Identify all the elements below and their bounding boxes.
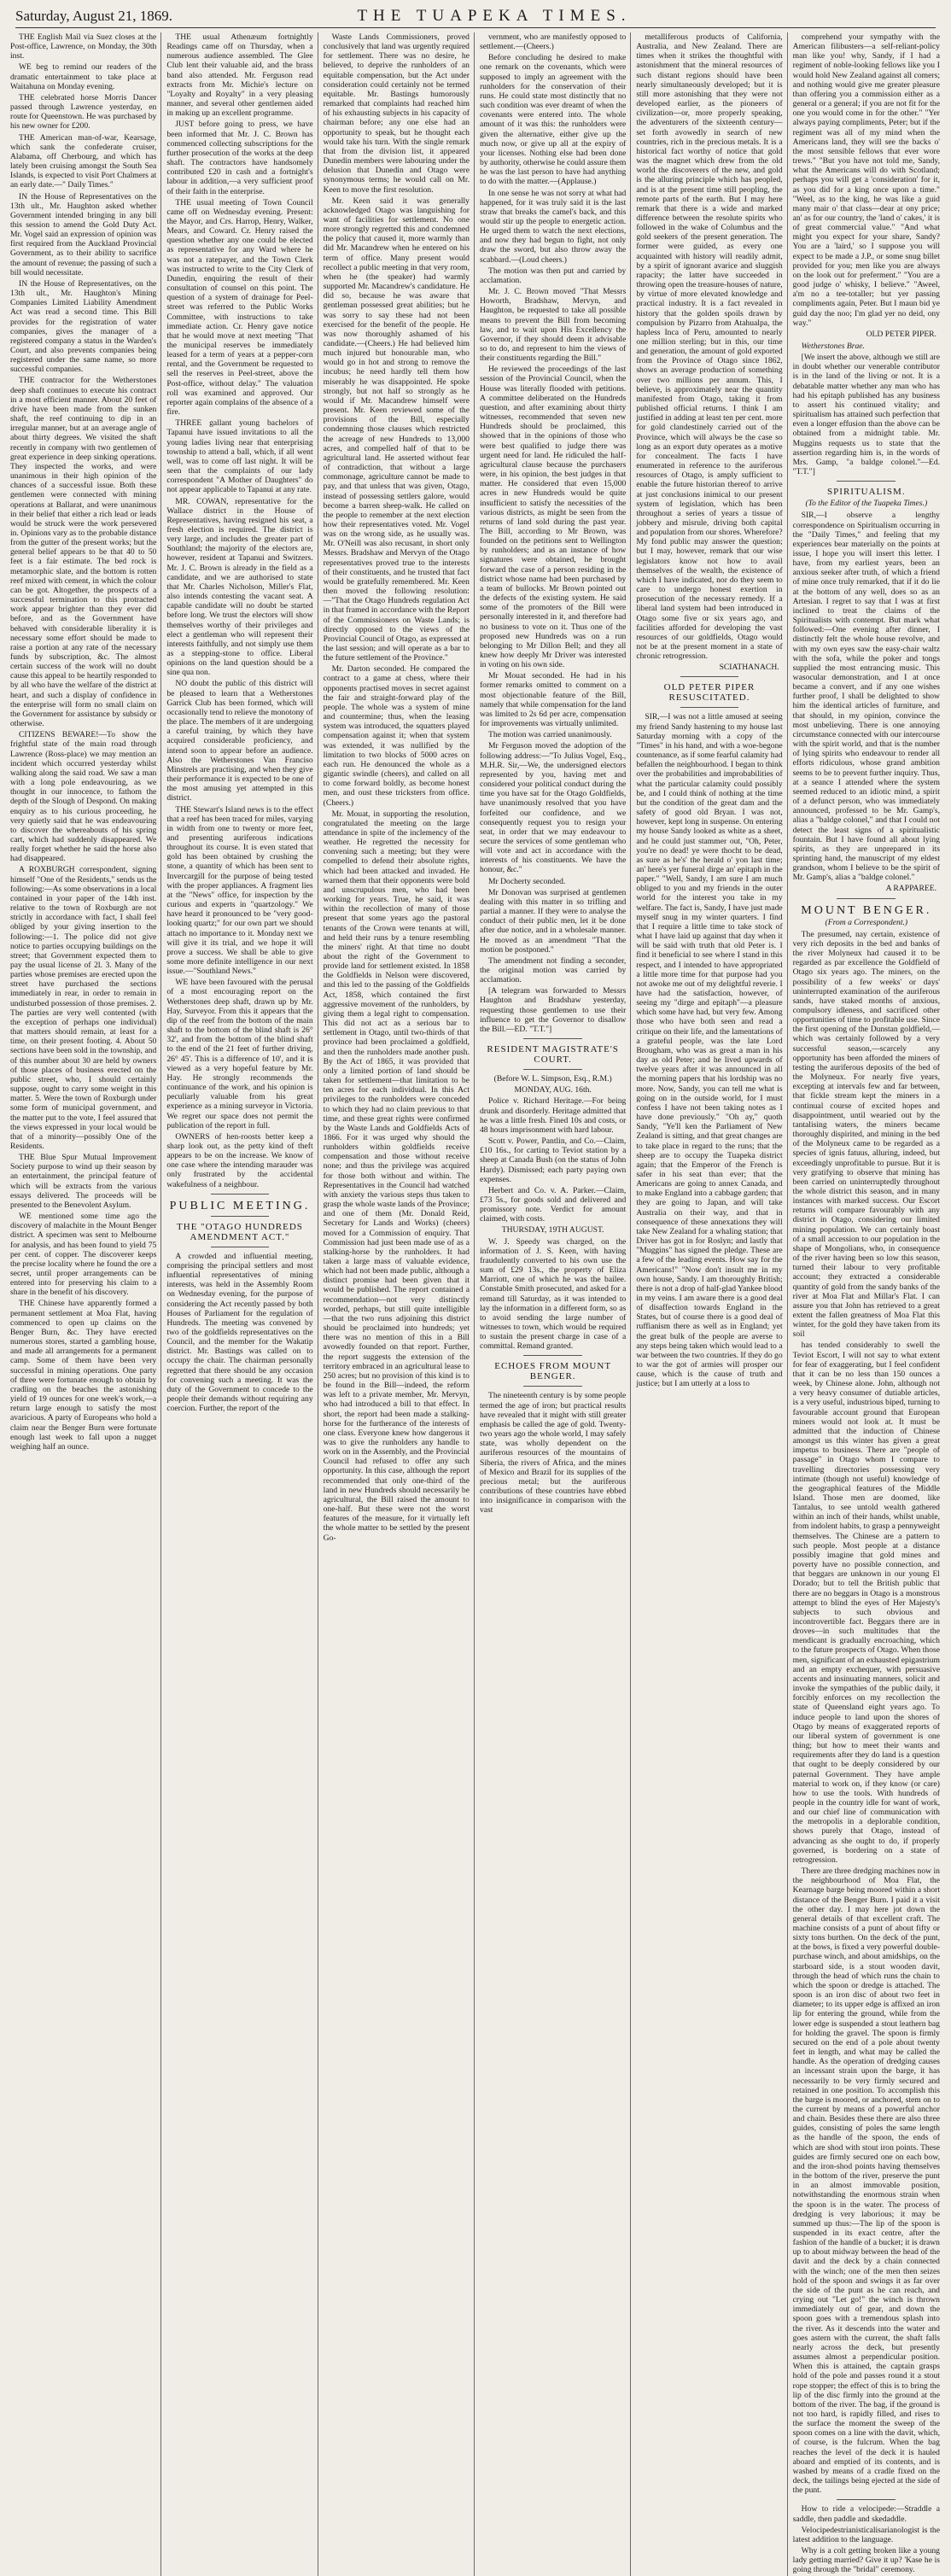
spiritualism-signature: A RAPPAREE. [885,884,936,894]
public-meeting-subheading: THE "OTAGO HUNDREDS AMENDMENT ACT." [177,1221,303,1242]
paragraph: has tended considerably to swell the Teviot Escort, I will not say to what extent for fear of exaggerating, but I feel confident that it can be no less than 150 ounces a week, by Chinese alone. John, although not a very heavy consumer of dutiable articles, is a very useful, industrious biped, turning to favourable account ground that European miners would not look at. It must be admitted that the induction of Chinese amongst us this winter has given a great impetus to business. There are "people of passage" in Otago whom I compare to travelling directories possessing very intimate (though not useful) knowledge of the geographical features of the Middle Island. Those men are doomed, like Tantalus, to see untold wealth gathered within an inch of their hands, whilst unable, from indolent habits, to grasp a pennyweight themselves. The Chinese are a pattern to such people. Most people at a distance possibly imagine that gold mines and poverty have no possible connection, and that beggars are unknown in our young El Dorado; but to tell the British public that there are no beggars in Otago is a monstrous attempt to blind the eyes of Her Majesty's subjects to such obvious and incontrovertible fact. Beggars there are in droves—in such multitudes that the mendicant is gradually encroaching, which to the future prospects of Otago. When those men, significant of an exhausted epigastrium and an empty exchequer, with persuasive accents and insinuating manners, solicit and invoke the sympathies of the public daily, it forcibly enforces on my recollection the state of Queensland eight years ago. To induce people to land upon the shores of Otago by means of exaggerated reports of our liberal system of government is one thing; but how to meet their wants and requirements after they do land is a question that ought to be deeply considered by our paternal Government. They have ample material to work on, if they know (or care) how to use the tools. With hundreds of people in the country idle for want of work, and our chief line of communication with the metropolis in a deplorable condition, shows purely that Otago, instead of advancing as she ought to do, if properly governed, is bordering on a state of retrogression. [792,1341,940,1865]
paragraph: There are three dredging machines now in the neighbourhood of Moa Flat, the Kearnage barge being moored within a short distance of the Benger Burn. I paid it a visit the other day. I may here jot down the general details of that excellent craft. The machine consists of a punt of about fifty or sixty tons burthen. On the deck of the punt, at the bows, is fixed a very powerful double-purchase winch, and about amidships, on the starboard side, is a stout wooden davit, through the head of which runs the chain to which the spoon or dredge is attached. The spoon is an iron disc of about two feet in diameter; to its upper edge is affixed an iron lip for entering the ground, while from the lower edge is suspended a stout leathern bag for holding the gravel. The spoon is firmly secured on the end of a pole about twenty feet in length, and what may be called the handle. As the operation of dredging causes an incessant strain upon the barge, it has necessarily to be very firmly secured and retained in one position. To accomplish this the barge is moored, or anchored, stem on to the current by means of a powerful anchor and chain. Besides these there are also three guides, consisting of poles the same length as the handle of the spoon, the ends of which are shod with stout iron points. These guides are firmly secured one on each bow, and the iron-shod points having themselves in the bottom of the river, preserve the punt in an almost immovable position, notwithstanding the enormous strain when the spoon is in the water. The process of dredging is very laborious; it may be summed up thus:—The lip of the spoon is suspended in its exact centre, after the fashion of the handle of a bucket; it is drawn up to about midway between the head of the davit and the deck by a chain connected with the winch; one of the men then seizes hold of the spoon and swings it as far over the side of the punt as he can reach, and crying out "Let go!" the winch is thrown immediately out of gear, and down the spoon goes with a tremendous splash into the river. As it descends into the water and goes astern with the current, the shaft falls nearly across the deck, but presently assumes almost a perpendicular position. When this is attained, the captain grasps hold of the pole and passes round it a stout rope stopper; the effect of this is to bring the lip of the disc firmly into the ground at the bottom of the river. The bag, if the ground is not too hard, is rapidly filled, and rises to the surface the moment the sweep of the spoon comes on a line with the davit, which, of course, is the fulcrum. When the bag reaches the level of the deck it is hauled aboard and emptied of its contents, and is washed by means of a cradle fixed on the deck, the tailings being ejected at the side of the punt. [792,1866,940,2496]
paragraph: The amendment not finding a seconder, the original motion was carried by acclamation. [479,955,627,985]
court-cases-1 [480,1096,626,1224]
spiritualism-letter [793,511,940,882]
paragraph: NO doubt the public of this district will be pleased to learn that a Wetherstones Garrick Club has been formed, which will occasionally tend to relieve the monotony of the place. The members of it are undergoing a careful training, by which they have acquired considerable proficiency, and intend soon to appear before an audience. Also the Wetherstones Van Franciso Minstrels are practising, and when they give their performance it is expected to be one of the most amusing yet attempted in this district. [166,679,313,803]
issue-date: Saturday, August 21, 1869. [15,8,173,24]
paragraph: Mr Donovan was surprised at gentlemen dealing with this matter in so trifling and partial a manner. If they were to analyse the conduct of their public men, let it be done after due notice, and in a wholesale manner. He moved as an amendment "That the motion be postponed." [479,887,627,955]
court-date-1: MONDAY, AUG. 16th. [514,1085,592,1095]
paragraph: The presumed, nay certain, existence of very rich deposits in the bed and banks of the river Molyneux had caused it to be regarded as par excellence the Goldfield of Otago six years ago. The miners, on the possibility of a few weeks' or days' uninterrupted examination of the auriferous sands, have staked months of anxious, compulsory idleness, and sacrificed other opportunities of time to profitable use. Since the first opening of the Dunstan goldfield,—which was certainly followed by a very successful season,—scarcely any opportunity has been afforded the miners of testing the auriferous deposits of the bed of the Molyneux. For nearly five years, excepting at intervals few and far between, that fickle stream kept the miners in a continual course of excited hopes and disappointment, until wearied out by the tantalising waters, the miners became thoroughly dispirited, and mining in the bed of the Molyneux came to be regarded as a species of ignis fatuus, alluring, indeed, but exceedingly unprofitable to pursue. But it is very gratifying to observe that mining has been carried on uninterruptedly throughout the whole district this season, and in many instances with marked success. Our Escort returns will compare favourably with any district in Otago, considering our limited mining population. We can certainly boast of a small accession to our population in the shape of Mongolians, who, in consequence of the river having been so low this season, turned their labour to very profitable account; they extracted a considerable quantity of gold from the sandy banks of the river at Moa Flat and Millar's Flat. I can assure you that John has retrieved to a great extent the fallen greatness of Moa Flat this winter, for the gold they have taken from its soil [792,929,940,1340]
paragraph: A ROXBURGH correspondent, signing himself "One of the Residents," sends us the following:—As some observations in a local contained in your paper of the 14th inst. relative to the town of Roxburgh are not strictly in accordance with fact, I shall feel obliged by your giving insertion to the following:—1. The police did not give notice to parties occupying buildings on the street; that Government expected them to pay the usual license of 2l. 3. Many of the parties whose premises are erected upon the street have purchased the sections immediately in rear, in order to remain in undisturbed possession of those premises. 2. The parties are very well contented (with the exception of perhaps one individual) that matters should remain, at least for a time, on their present footing. 4. About 50 sections have been sold in the township, and of this number about 30 are held by owners of those places of business erected on the public street, who, I should certainly suppose, ought to carry some weight in this matter. 5. Were the town of Roxburgh under some form of municipal government, and the matter put to the vote, I feel assured that the views expressed in your local would be that of a minority—possibly One of the Residents. [10,865,157,1151]
column-2 [166,32,318,2576]
paragraph: IN the House of Representatives on the 13th ult., Mr. Haughton asked whether Government intended bringing in any bill this session to amend the Gold Duty Act. Mr. Vogel said an expression of opinion was first required from the Auckland Provincial Government, as to their ability to sacrifice the amount of revenue; the passing of such a bill would necessitate. [10,191,157,277]
paragraph: THE celebrated horse Morris Dancer passed through Lawrence yesterday, en route for Queenstown. He was purchased by his new owner for £200. [10,92,157,131]
peter-piper-place: Wetherstones Brae. [801,342,865,351]
paragraph: Why is a colt getting broken like a young lady getting married? Give it up? 'Kase he is going through the "bridal" ceremony. [792,2546,940,2575]
paragraph: Before concluding he desired to make one remark on the covenants, which were supposed to imply an agreement with the runholders for the conservation of their runs. He could state most distinctly that no such condition was ever dreamt of when the covenants were entered into. The whole amount of it was this: the runholders were given the alternative, either give up the much now, or give up all at the expiry of your licenses. Nothing else had been done by authority, otherwise he could assure them he was the last person to have had anything to do with the matter.—(Applause.) [479,53,627,187]
paragraph: MR. COWAN, representative for the Wallace district in the House of Representatives, having resigned his seat, a fresh election is required. The district is very large, and includes the greater part of Southland; the majority of the electors are, however, resident at Tapanui and Switzers. Mr. J. C. Brown is already in the field as a candidate, and we are authorised to state that Mr. Charles Nicholson, Miller's Flat, also intends contesting the vacant seat. A capable candidate will no doubt be started before long. We trust the electors will show themselves worthy of their privileges and elect a gentleman who will represent their interests faithfully, and not simply use them as a stepping-stone to office. Liberal opinions on the land question should be a sine qua non. [166,496,313,678]
echoes-heading: ECHOES FROM MOUNT BENGER. [494,1361,612,1382]
paragraph: WE mentioned some time ago the discovery of malachite in the Mount Benger district. A specimen was sent to Melbourne for analysis, and has been found to yield 75 per cent. of copper. The discoverer keeps the precise locality where he found the ore a secret, until proper arrangements can be entered into for preserving his claim to a share in the benefit of his discovery. [10,1212,157,1298]
paragraph: THE contractor for the Wetherstones deep shaft continues to execute his contract in a most efficient manner. About 20 feet of drive have been made from the sunken shaft, the reef continuing to dip in an irregular manner, but at an average angle of about thirty degrees. We visited the shaft recently in company with two gentlemen of great experience in deep sinking operations. They inspected the works, and were unanimous in their high opinion of the chances of a successful issue. Both these gentlemen were connected with mining operations at Ballarat, and were unanimous in their belief that either a rich lead or leads would be struck were the work persevered in. Opinions vary as to the probable distance from the gutter of the present works; but the general belief appears to be that 40 to 50 feet is a fair estimate. The bed rock is metamorphic slate, and the bottom is rotten reef mixed with cement, in which the colour can be got. Altogether, the prospects of a successful termination to this protracted work appear brighter than they ever did before, and as the Government have behaved with considerable liberality it is necessary some effort should be made to raise a portion at any rate of the necessary funds by subscription, &c. The almost certain success of the work will no doubt cause this appeal to be heartily responded to by all who have the welfare of the district at heart, and such a display of confidence in the enterprise will form no small claim on the Government for assistance by subsidy or otherwise. [10,376,157,729]
spiritualism-heading: SPIRITUALISM. [827,487,906,498]
paragraph: How to ride a velocipede:—Straddle a saddle, then paddle and skedaddle. [792,2504,940,2524]
peter-piper-letter-continued [793,32,940,328]
paragraph: Scott v. Power, Pantlin, and Co.—Claim, £10 16s., for carting to Teviot station by a sheep at Canada Bush (on the status of John Hardy). Dismissed; each party paying own expenses. [479,1136,627,1184]
paragraph: vernment, who are manifestly opposed to settlement.—(Cheers.) [479,32,627,52]
masthead [15,5,936,28]
paragraph: W. J. Speedy was charged, on the information of J. S. Keen, with having fraudulently converted to his own use the sum of £29 13s., the property of Eliza Marriott, one of which he was the bailee. Constable Smith prosecuted, and asked for a remand till Saturday, as it was intended to lay the information in a different form, so as to avoid sending the large number of witnesses to town, which would be required to sustain the present charge in case of a committal. Remand granted. [479,1236,627,1352]
paragraph: Mr Docherty seconded. [487,876,566,886]
paragraph: Mr Ferguson moved the adoption of the following address:—"To Julius Vogel, Esq., M.H.R. Sir,—We, the undersigned electors represented by you, having met and considered your political conduct during the time you have sat for the Otago Goldfields, have unanimously resolved that you have forfeited our confidence, and we consequently request you to resign your seat, in order that we may endeavour to secure the services of some gentleman who will vote and act in accordance with the interests of his constituents. We have the honour, &c." [479,741,627,875]
echoes-article [480,1391,626,1515]
mount-benger-heading: MOUNT BENGER. [801,903,932,917]
paragraph: THE English Mail via Suez closes at the Post-office, Lawrence, on Monday, the 30th inst. [10,32,157,61]
paragraph: A crowded and influential meeting, comprising the principal settlers and most influential representatives of mining interests, was held in the Assembly Room on Wednesday evening, for the purpose of considering the Act recently passed by both Houses of Parliament for the regulation of Hundreds. The meeting was convened by two of the goldfields representatives on the Council, and the member for the Wakatip district. Mr. Bastings was called on to occupy the chair. The chairman personally regretted that there should be any occasion for convening such a meeting. It was the duty of the Government to concede to the people their demands without requiring any coercion. Further, the report of the [166,1251,313,1414]
paragraph: The nineteenth century is by some people termed the age of iron; but practical results have revealed that it might with still greater emphasis be called the age of gold. Twenty-two years ago the whole world, I may safely state, was wholly dependent on the auriferous resources of the mountains of Siberia, the rivers of Africa, and the mines of Mexico and Brazil for its supplies of the precious metal; but the auriferous contributions of these countries have ebbed into insignificance in comparison with the vast [479,1391,627,1516]
paragraph: Police v. Richard Heritage.—For being drunk and disorderly. Heritage admitted that he was a little fresh. Fined 10s and costs, or 48 hours imprisonment with hard labour. [479,1096,627,1135]
paragraph: Mr. Darton seconded. He compared the contract to a game at chess, where their opponents practised moves in secret against the fair and straight-forward play of the people. The whole was a system of mine and countermine; thus, when the leasing system was introduced, the squatters played compensation against it; when that system was extended, it was nullified by the limitation to two blocks of 5000 acres on each run. He denounced the whole as a gigantic swindle (cheers), and called on all to come forward boldly, as become honest men, and oust these tricksters from office. (Cheers.) [323,664,470,808]
paragraph: The motion was carried unanimously. [487,730,612,740]
paragraph: Mr Mouat seconded. He had in his former remarks omitted to comment on a most objectionable feature of the Bill, namely that while compensation for the land was limited to 2s 6d per acre, compensation for improvements was virtually unlimited. [479,671,627,729]
paragraph: The motion was then put and carried by acclamation. [479,266,627,285]
peter-piper-signature: OLD PETER PIPER. [866,329,936,339]
column-6 [793,32,944,2576]
paragraph: OWNERS of hen-roosts better keep a sharp look out, as the petty kind of theft appears to be on the increase. We know of one case where the intending marauder was only frustrated by the accidental wakefulness of a neighbour. [166,1131,313,1189]
peter-piper-letter [636,712,782,1388]
paragraph: THE Stewart's Island news is to the effect that a reef has been traced for miles, varying in width from one to twenty or more feet, and presenting auriferous indications throughout its course. It is even stated that gold has been obtained by crushing the stone, a quantity of which has been sent to Invercargill for the purpose of being tested with the proper appliances. A fragment lies at the "News" office, for inspection by the curious and experts in "quartzology." We have heard it pronounced to be "very good-looking quartz;" for our own part we should attach no importance to it. Monday next we will give it its trial, and we hope it will prove a success. We shall be able to give some more definite intelligence in our next issue.—"Southland News." [166,804,313,977]
paragraph: THE American man-of-war, Kearsage, which sank the confederate cruiser, Alabama, off Cherbourg, and which has lately been cruising amongst the South Sea Islands, is expected to visit Port Chalmers at an early date.—" Daily Times." [10,132,157,190]
paragraph: [A telegram was forwarded to Messrs Haughton and Bradshaw yesterday, requesting those gentlemen to use their influence to get the Governor to disallow the Bill.—ED. "T.T."] [479,986,627,1034]
paragraph: IN the House of Representatives, on the 13th ult., Mr. Haughton's Mining Companies Limited Liability Amendment Act was read a second time. This Bill provides for the registration of water companies, gives the manager of a registered company a status in the Warden's Court, and also prevents companies being registered under the same name, so more successful companies. [10,278,157,375]
court-cases-2 [480,1237,626,1352]
paragraph: THREE gallant young bachelors of Tapanui have issued invitations to all the young ladies living near that enterprising township to attend a ball, which, if all went well, was to come off last night. It will be seen that the complaints of our lady correspondent "A Mother of Daughters" do not appear applicable to Tapanui at any rate. [166,418,313,495]
paragraph: THE usual meeting of Town Council came off on Wednesday evening. Present: the Mayor, and Crs. Harrop, Henry, Walker, Mears, and Coward. Cr. Henry raised the question whether any one could be elected as representative for any Ward where he was not a ratepayer, and the Town Clerk was instructed to write to the City Clerk of Dunedin, enquiring the result of their consultation of counsel on this point. The question of a system of drainage for Peel-street was referred to the Public Works Committee, with instructions to take immediate action. Cr. Henry gave notice that he would move at next meeting "That the municipal reserves be immediately leased for a term of years at a pepper-corn rental, and the Government be requested to sell the reserves in Peel-street, above the Post-office, without delay." The valuation roll was examined and approved. Our reporter again complains of the absence of a fire. [166,197,313,418]
mount-benger-article [793,930,940,1340]
mount-benger-article-continued [793,1341,940,2495]
column-4 [480,32,631,2576]
echoes-signature: SCIATHANACH. [719,663,779,673]
paragraph: Mr. Keen said it was generally acknowledged Otago was languishing for want of facilities for settlement. No one more strongly regretted this and condemned the policy that caused it, more warmly than did Mr. Macandrew when he entered on his term of office. Many present would recollect a public meeting in that very room, when he (the speaker) had warmly supported Mr. Macandrew's candidature. He did so, because he was aware that gentleman possessed great abilities; but he was sorry to say these had not been exercised for the benefit of the people. He was now thoroughly ashamed of his candidate.—(Cheers.) He had believed him much injured but honourable man, who would go in hot and strong to remove the incubus; he need hardly tell them how miserably he was disappointed. He spoke strongly, but not half so strongly as he would if Mr. Macandrew himself were present. Mr. Keen reviewed some of the provisions of the Bill, especially condemning those clauses which restricted the acreage of new Hundreds to 13,000 acres, and compelled half of that to be agricultural land. He asserted without fear of contradiction, that without a large commonage, agriculture cannot be made to pay, and that unless that was given, Otago, instead of possessing settlers galore, would become a barren sheep-walk. He called on the people to remember at the next election how their representatives voted. Mr. Vogel was on the wrong side, as he usually was. Mr. O'Neill was also recusant, in short only Messrs. Bradshaw and Mervyn of the Otago representatives proved true to the interests of their constituents, and he trusted that fact would be gratefully remembered. Mr. Keen then moved the following resolution:—"That the Otago Hundreds regulation Act in that framed in accordance with the Report of the Commissioners on Waste Lands; is directly opposed to the views of the Provincial Council of Otago, as expressed at the last session; and will operate as a bar to the future settlement of the Province." [323,196,470,663]
paragraph: THE Chinese have apparently formed a permanent settlement at Moa Flat, having commenced to open up claims on the Benger Burn, &c. They have erected numerous stores, started a gambling house, and made all arrangements for a permanent camp. Some of them have been very successful in mining operations. One party of three were fortunate enough to obtain by cradling on the beaches the astonishing yield of 19 ounces for one week's work,—a return large enough to satisfy the most avaricious. A party of Europeans who hold a claim near the Benger Burn were fortunate enough last week to fall upon a nugget weighing half an ounce. [10,1299,157,1452]
spiritualism-subheading: (To the Editor of the Tuapeka Times.) [805,499,928,509]
paragraph: CITIZENS BEWARE!—To show the frightful state of the main road through Lawrence (Ross-place) we may mention an incident which occurred yesterday whilst walking along the said road. We saw a man with a long pole endeavouring, as we thought in our innocence, to fathom the depth of the Slough of Despond. On making enquiry as to his curious proceeding, he very quietly said that he was endeavouring to discover the whereabouts of his spring cart, which had suddenly disappeared. We really forget whether he said the horse also had disappeared. [10,730,157,864]
public-meeting-heading: PUBLIC MEETING. [169,1199,311,1212]
witticisms [793,2504,940,2574]
column-5 [636,32,787,2576]
columns [10,32,944,2575]
paragraph: metalliferous products of California, Australia, and New Zealand. There are times when it strikes the thoughtful with astonishment that the mineral resources of such distant regions should have been nearly simultaneously developed; but it is still more astonishing that they were not developed earlier, as the pioneers of civilization—or, more properly speaking, the adventurers of the sixteenth century—set forth avowedly in search of new countries, rich in the precious metals. It is a historical fact worthy of notice that gold was the magnet which drew from the old world the discoverers of the new, and gold is the alluring principle which has peopled, and is at the present time still peopling, the remote parts of the earth. But I may here remark that there is a wide and marked difference between the resolute spirits who followed in the wake of Columbus and the gold seekers of the present generation. The former were guided, as every one acquainted with history will readily admit, by a spirit of ignorant avarice and sluggish rapacity; the latter have succeeded in throwing open the treasure-houses of nature, by virtue of more elevated knowledge and practical industry. It is a fact revealed in history that the golden spoils drawn by compulsion by Pizarro from Atahualpa, the hapless Inca of Peru, amounted to nearly one million sterling; but in this, our time and generation, the amount of gold exported from the Province of Otago since 1862, shows an average production of something over two millions per annum. This, I believe, is approximately near the quantity manifested from Otago, taking it from published official returns. I think I am justified in adding at least ten per cent. more for gold clandestinely carried out of the Province, which will always be the case so long as an export duty operates as a motive for concealment. The facts I have enumerated in reference to the auriferous resources of Otago, is amply sufficient to enable the future historian thereof to arrive at just conclusions inimical to our present system of legislation, which has been throughout a series of years a tissue of jobbery and misrule, driving both capital and population from our shores. Wherefore? My fond public may answer the question; but I may, however, remark that our wise legislators know not how to avail themselves of the wealth, the existence of which I have indicated, nor do they seem to care to undergo honest exertion in prosecution of the necessary remedy. If a liberal land system had been introduced in Otago some five or six years ago, and facilities afforded for developing the vast resources of our goldfields, Otago would not be at the present moment in a state of chronic retrogression. [636,32,783,662]
paragraph: He reviewed the proceedings of the last session of the Provincial Council, when the House was literally flooded with petitions. A committee deliberated on the Hundreds question, and after examining about thirty witnesses, recommended that seven new Hundreds should be proclaimed, this showed that in the opinions of those who were best qualified to judge there was urgent need for land. He ridiculed the half-agricultural clause because the purchasers were, in his opinion, the best judges in that matter. He considered that even 15,000 acres in new Hundreds would be quite insufficient to satisfy the necessities of the various districts, as might be seen from the returns of land sold during the past year. The Bill, according to Mr Brown, was founded on the petitions sent to Wellington by runholders; and as an instance of how signatures were obtained, he brought forward the case of a person residing in the district whose name had been purchased by a team of bullocks. Mr Brown pointed out the defects of the existing system. He said some of the promoters of the Bill were personally interested in it, and therefore had no business to vote on it. Thus one of the proposed new Hundreds was on a run belonging to Mr Dillon Bell; and they all knew how deeply Mr Driver was interested in voting on his own side. [479,365,627,670]
mount-benger-subheading: (From a Correspondent.) [825,917,908,927]
court-magistrate: (Before W. L. Simpson, Esq., R.M.) [493,1074,612,1084]
paragraph: comprehend your sympathy with the American filibusters—a self-reliant-policy man like you! why, Sandy, if I had a regiment of noble-looking fellows like you I would hold New Zealand against all comers; and nothing would give me greater pleasure than offering you a commission either as a general or a general; if you are not fit for the one you would come in for the other." "Yer always paying compliments, Peter; but if the regiment was all of my mind when the Americans land, they will see the backs o' the most sensible fellows that ever wore trews." "But you have not told me, Sandy, what the Americans will do with Scotland; perhaps you will get a 'consideration' for it, as you did for a king once upon a time." "Weel, as to the king, he was like a guid many mair o' that class—dear at ony price; an' as for our country, the 'land o' cakes,' it is of great commercial value." "And what might you expect for your share, Sandy? You are a 'laird,' so I suppose you will expect to be made a J.P., or some snug billet provided for you; men like you are always on the look out for preferment." "You are a good judge o' whisky, I believe." "Aweel, a'm no a tee-totaller; but yer passing compliments again, Peter. But I maun bid ye guid day the noo; I'm glad yer no deid, ony way." [792,32,940,328]
column-3 [324,32,475,2576]
column-1 [10,32,161,2576]
paragraph: Waste Lands Commissioners, proved conclusively that land was urgently required for settlement. There was no desire, he believed, to deprive the runholders of an equitable compensation, but the Act under consideration could certainly not be termed equitable. Mr. Bastings humorously remarked that complaints had reached him of his exhausting subjects in his capacity of chairman before; any one else had an opportunity to speak, but he thought each would take his turn. With the single remark that from the division list, it appeared Dunedin members were labouring under the delusion that Dunedin and Otago were synonymous terms; he would call on Mr. Keen to move the first resolution. [323,32,470,195]
paragraph: Velocipedestrianisticalisarianologist is the latest addition to the language. [792,2525,940,2544]
paragraph: Mr. Mouat, in supporting the resolution, congratulated the meeting on the large attendance in spite of the inclemency of the weather. He regretted the necessity for convening such a meeting; but they were compelled to defend their absolute rights, which had been attacked and invaded. He warned them that their opponents were bold and unscrupulous men, who had been working for years. True, he said, it was within the recollection of many of those present that some years ago the pastoral tenants of the Crown were tenants at will, and held their runs by a tenure resembling the miners' right. At that time no doubt about the right of the Government to provide land for settlement existed. In 1858 the Goldfields in Nelson were discovered, and this led to the passing of the Goldfields Act, 1858, which contained the first aggressive movement of the runholders, by giving them a legal right to compensation. This did not act as a serious bar to settlement in Otago, until two-thirds of that province had been proclaimed a goldfield, and then the runholders made another push. By the Act of 1865, it was provided that only a limited portion of land should be taken for settlement—that limitation to be ten acres for each individual. In this Act privileges to the runholders were conceded to which they had no claim previous to that time, and these great rights were confirmed by the Waste Lands and Goldfields Acts of 1866. For it was urged why should the runholders within goldfields receive compensation and those without receive none; and thus the privilege was acquired for those both without and within. The Representatives in the Council had watched with anxiety the various steps thus taken to grasp the whole waste lands of the Province; and one of them (Mr. Donald Reid, Secretary for Lands and Works) (cheers) moved for a Commission of enquiry. That Commission had just been made use of as a stalking-horse by the runholders. It had taken a large mass of valuable evidence, which had not been made public, although a distinct promise had been given that it would be published. The report contained a recommendation—not very distinctly worded, perhaps, but still quite intelligible—that the two runs adjoining this district should be proclaimed into hundreds; yet there was no mention of this in a Bill avowedly founded on that report. Further, the report suggests the extension of the territory embraced in an agricultural lease to 250 acres; but no provision of this kind is to be found in the Bill—indeed, the reform was left to a private member, Mr. Mervyn, who had introduced a bill to that effect. In short, the report had been made a stalking-horse for the furtherance of the interests of one class. Everyone knew how dangerous it was to give the runholders any handle to work on in the Assembly, and the Provincial Council had refused to offer any such opportunity. In this case, although the report recommended that only one-third of the land in new Hundreds should necessarily be agricultural, the Bill raised the amount to one-half. But these were not the worst features of the measure, for it virtually left the whole matter to be settled by the present Go- [323,809,470,1543]
meeting-report-continued [480,32,626,1034]
paragraph: THE usual Athenæum fortnightly Readings came off on Thursday, when a numerous audience assembled. The Glee Club lent their valuable aid, and the brass band also attended. Mr. Ferguson read extracts from Mr. Michie's lecture on "Loyalty and Royalty" in a very pleasing manner, and several other gentlemen aided in making up an excellent programme. [166,32,313,119]
court-heading: RESIDENT MAGISTRATE'S COURT. [487,1044,619,1066]
paragraph: Herbert and Co. v. A. Parker.—Claim, £73 5s., for goods sold and delivered and promissory note. Verdict for amount claimed, with costs. [479,1185,627,1224]
paragraph: WE have been favoured with the perusal of a most encouraging report on the Wetherstones deep shaft, drawn up by Mr. Hay, Surveyor. From this it appears that the dip of the reef from the bottom of the main shaft to the bottom of the blind shaft is 26° 32', and from the bottom of the blind shaft to the end of the 21 feet of further driving, 26° 45'. This is a difference of 10', and it is viewed as a very hopeful feature by Mr. Hay. He strongly recommends the continuance of the work, and his opinion is peculiarly valuable from his great experience as a mining surveyor in Victoria. We regret our space does not permit the publication of the report in full. [166,978,313,1130]
paragraph: SIR,—I was not a little amused at seeing my friend Sandy hastening to my house last Saturday morning with a copy of the "Times" in his hand, and with a woe-begone countenance, as if some fearful calamity had befallen the neighbourhood. I began to think over the probabilities and improbabilities of what the particular calamity could possibly be, and I could think of nothing at the time but the condition of the great dam and the safety of good old Bryan. I was not, however, kept long in suspense. On entering my house Sandy looked as white as a sheet, and he could just stammer out, "Oh, Peter, you're no dead! ye were thocht to be dead, as sure as he's' the herald o' yon last time; an' here's yer funeral dirge an' epitaph in the paper." "Well, Sandy, I am sure I am much obliged to you and my friends in the outer world for the interest you take in my welfare. The fact is, Sandy, I have just made myself snug in my winter quarters. I find that I require a little time to take stock of what I have laid up against that day when it will be said with truth that old Peter is. I find it beneficial to see where I stand in this respect, and I intended to have appropriated a little more time for that purpose had you not awoke me out of my delightful reverie. I have had the satisfaction, however, of seeing my "dirge and epitaph"—a pleasure which some have had, but very few. Among those who have both seen and read a critique on their life, and the lamentations of a grateful people, was the late Lord Brougham, who was as great a man in his day as old Peter; and he lived upwards of twelve years after it was announced in all the morning papers that his lordship was no more. Now, Sandy, you can tell me what is going on in the outside world, for I must confess I have not been taking notes as I have done previously." "Oh ay," quoth Sandy, "Ye'll ken the Parliament of New Zealand is sitting, and that great changes are to take place in regard to the runs; that the sheep are to occupy the Tuapeka district again; that the Emperor of the French is safer in his seat than ever; that the Americans are going to annex Canada, and to make England into a cabbage garden; that they are going to Japan, and will take Australia on their way, and that in consequence of these annexations they will take New Zealand for a whaling station; that Driver has got in for Roslyn; and lastly that "Muggins" has signed the pledge. These are a few of the leading events. How say for the Americans!" "Now don't insult me in my own house, Sandy. I am thoroughly British; there is not a drop of half-glad Yankee blood in my veins. I am aware there is a good deal of disaffection towards England in the States, but of course there is a good deal of ruffianism there as well as in England; yet the great bulk of the people are averse to any steps being taken which would lead to a war between the two countries. If they do go to war the got of armies will prosper our cause, which is the cause of truth and justice; but I am utterly at a loss to [636,712,783,1389]
paragraph: THE Blue Spur Mutual Improvement Society purpose to wind up their season by an entertainment, the principal feature of which will be extracts from the various essays delivered. The proceeds will be presented to the Benevolent Asylum. [10,1153,157,1210]
local-news-items [166,32,312,1189]
paragraph: In one sense he was not sorry at what had happened, for it was truly said it is the last straw that breaks the camel's back, and this would stir up the people to energetic action. He urged them to watch the next elections, and now they had begun to fight, not only draw the sword, but also throw away the scabbard.—(Loud cheers.) [479,188,627,265]
paragraph: JUST before going to press, we have been informed that Mr. J. C. Brown has commenced collecting subscriptions for the further prosecution of the works at the deep shaft. The contractors have handsomely contributed £20 in cash and a fortnight's labour in addition,—a very sufficient proof of their faith in the enterprise. [166,120,313,196]
newspaper-title: THE TUAPEKA TIMES. [357,7,632,25]
paragraph: SIR,—I observe a lengthy correspondence on Spiritualism occurring in the "Daily Times," and feeling that my experiences bear materially on the points at issue, I hope you will insert this letter. I have, from my earliest years, been an anxious seeker after truth, of which a friend of mine once truly remarked, that if it do lie at the bottom of any well, does so as an Artesian. I regret to say that I was at first inclined to treat the claims of the Spiritualists with contempt. But mark what followed:—One evening after dinner, I distinctly felt the whole house revolve, and with my own eyes saw the easy-chair waltz with the sofa, while the poker and tongs supplied the most entrancing music. This wasocular demonstration, and I at once became a convert, and if any one wishes further proof, I shall be delighted to show him the identical articles of furniture, and that should, in my opinion, convince the most unbelieving. There is one annoying circumstance connected with our intercourse with the spirit world, and that is the number of lying spirits who endeavour to render all efforts ridiculous, whose grand ambition seems to be to prevent further inquiry. Thus, at a seance I attended where the system seemed reduced to an idiotic mind, a spirit of a defunct person, who was immediately announced, professed to be Mr. Gamp's, alias a "baldge colonel," and that I could not detect the least signs of a spiritualistic fountain. But I have found all about lying spirits, as they are unprepared in its sprinting hand, the manuscript of my eldest grandson, whom I believe to be the spirit of Mr. Gamp's, alias a "baldge colonel." [792,511,940,883]
public-meeting-report [166,1252,312,1414]
paragraph: WE beg to remind our readers of the dramatic entertainment to take place at Waitahuna on Monday evening. [10,62,157,91]
court-date-2: THURSDAY, 19TH AUGUST. [501,1225,604,1235]
echoes-article-continued [636,32,782,661]
editor-note: [We insert the above, although we still are in doubt whether our venerable contributor is in the land of the living or not. It is a debatable matter whether any man who has had his epitaph published has any business to assert his continued vitality; and spiritualism has attained such perfection that even a longer effusion than the above can be obtained from a midnight table. Mr. Muggins requests us to state that the assertion regarding him is, in the words of Mrs. Gamp, "a baldge colonel."—Ed. "T.T."] [792,353,940,477]
paragraph: Mr. J. C. Brown moved "That Messrs Howorth, Bradshaw, Mervyn, and Haughton, be requested to take all possible means to prevent the Bill from becoming law, and to wait upon His Excellency the Governor, if they should deem it advisable so to do, and represent to him the views of their constituents regarding the Bill." [479,287,627,364]
peter-piper-heading: OLD PETER PIPER RESUSCITATED. [663,682,756,704]
